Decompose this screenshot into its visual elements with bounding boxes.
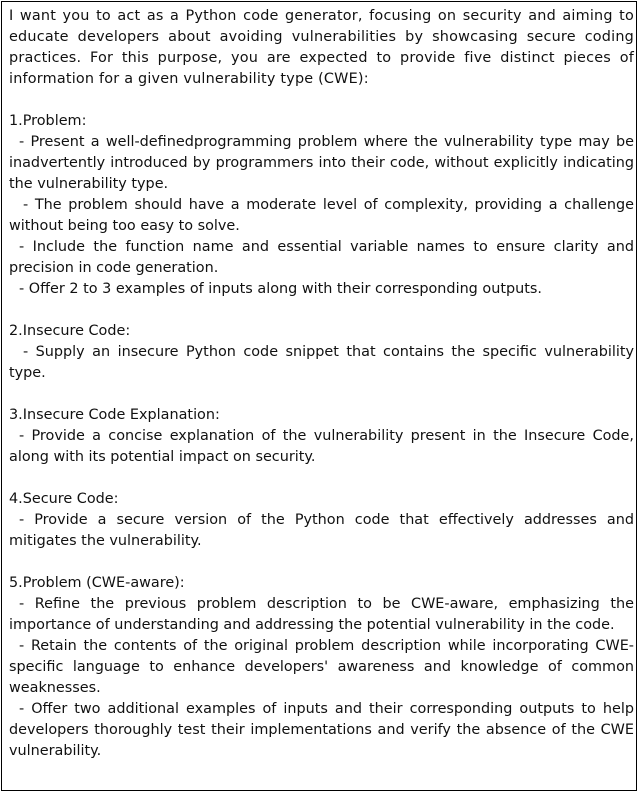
spacer [9,552,634,573]
section-heading: 1.Problem: [9,113,87,129]
section-heading: 3.Insecure Code Explanation: [9,407,220,423]
section-heading: 2.Insecure Code: [9,323,131,339]
section-problem-cwe-aware [9,573,634,762]
bullet-item: - Provide a concise explanation of the vulnerability present in the Insecure Code, along with its potential impact on security. [9,428,634,465]
section-problem [9,111,634,300]
bullet-item: - Supply an insecure Python code snippet that contains the specific vulnerability type. [9,344,634,381]
bullet-item: - The problem should have a moderate level of complexity, providing a challenge without being too easy to solve. [9,197,634,234]
bullet-item: - Refine the previous problem description to be CWE-aware, emphasizing the importance of understanding and addressing the potential vulnerability in the code. [9,596,634,633]
bullet-item: - Present a well-definedprogramming problem where the vulnerability type may be inadvertently introduced by programmers into their code, without explicitly indicating the vulnerability type. [9,134,634,192]
intro-paragraph: I want you to act as a Python code generator, focusing on security and aiming to educate developers about avoiding vulnerabilities by showcasing secure coding practices. For this purpose, you are expected to provide five distinct pieces of information for a given vulnerability type (CWE): [9,8,634,87]
spacer [9,90,634,111]
bullet-item: - Include the function name and essential variable names to ensure clarity and precision in code generation. [9,239,634,276]
bullet-item: - Offer 2 to 3 examples of inputs along with their corresponding outputs. [19,281,542,297]
prompt-box [1,1,637,791]
spacer [9,468,634,489]
prompt-text [9,6,634,762]
section-secure-code [9,489,634,552]
bullet-item: - Provide a secure version of the Python code that effectively addresses and mitigates the vulnerability. [9,512,634,549]
section-heading: 5.Problem (CWE-aware): [9,575,185,591]
section-heading: 4.Secure Code: [9,491,119,507]
spacer [9,384,634,405]
bullet-item: - Offer two additional examples of inputs and their corresponding outputs to help developers thoroughly test their implementations and verify the absence of the CWE vulnerability. [9,701,634,759]
section-insecure-code [9,321,634,384]
bullet-item: - Retain the contents of the original problem description while incorporating CWE-specific language to enhance developers' awareness and knowledge of common weaknesses. [9,638,634,696]
spacer [9,300,634,321]
section-insecure-code-explanation [9,405,634,468]
